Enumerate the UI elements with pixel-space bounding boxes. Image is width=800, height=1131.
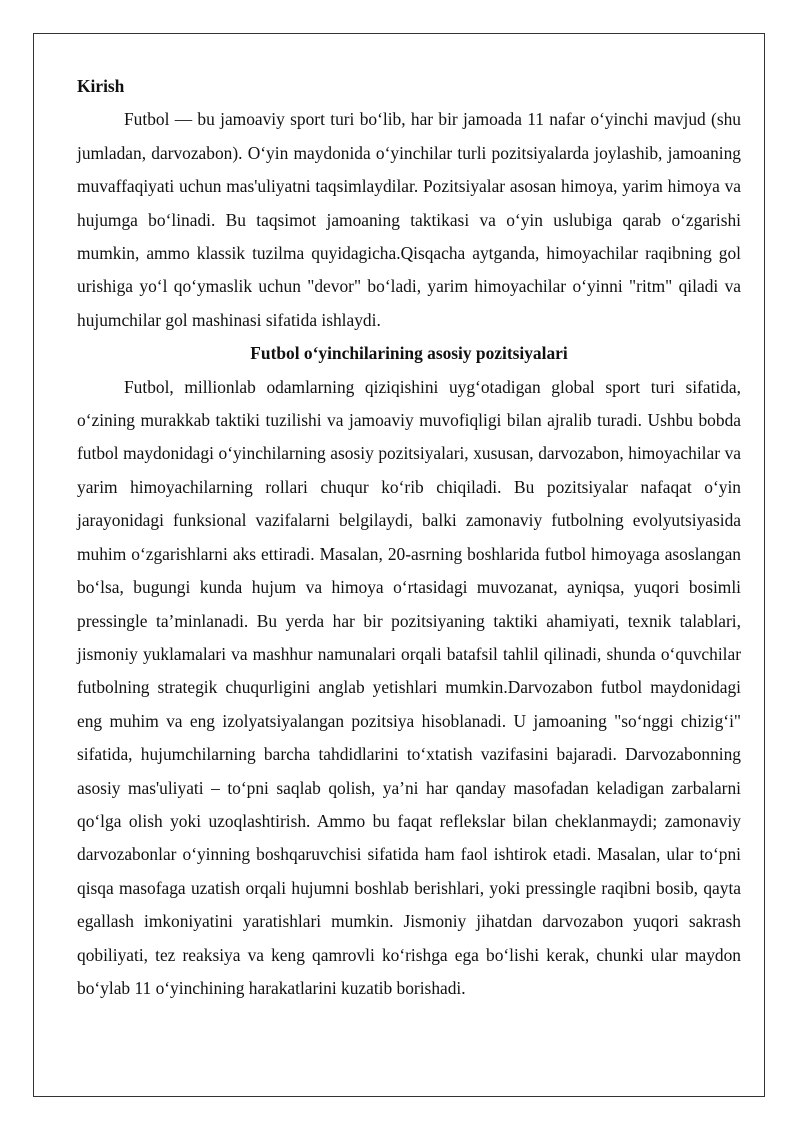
subsection-title: Futbol o‘yinchilarining asosiy pozitsiyalari [250,343,568,364]
section-title: Kirish [77,76,125,96]
document-body [77,70,741,1005]
main-paragraph: Futbol, millionlab odamlarning qiziqishini uyg‘otadigan global sport turi sifatida, o‘zining murakkab taktiki tuzilishi va jamoaviy muvofiqligi bilan ajralib turadi. Ushbu bobda futbol maydonidagi o‘yinchilarning asosiy pozitsiyalari, xususan, darvozabon, himoyachilar va yarim himoyachilarning rollari chuqur ko‘rib chiqiladi. Bu pozitsiyalar nafaqat o‘yin jarayonidagi funksional vazifalarni belgilaydi, balki zamonaviy futbolning evolyutsiyasida muhim o‘zgarishlarni aks ettiradi. Masalan, 20-asrning boshlarida futbol himoyaga asoslangan bo‘lsa, bugungi kunda hujum va himoya o‘rtasidagi muvozanat, ayniqsa, yuqori bosimli pressingle ta’minlanadi. Bu yerda har bir pozitsiyaning taktiki ahamiyati, texnik talablari, jismoniy yuklamalari va mashhur namunalari orqali batafsil tahlil qilinadi, shunda o‘quvchilar futbolning strategik chuqurligini anglab yetishlari mumkin.Darvozabon futbol maydonidagi eng muhim va eng izolyatsiyalangan pozitsiya hisoblanadi. U jamoaning "so‘nggi chizig‘i" sifatida, hujumchilarning barcha tahdidlarini to‘xtatish vazifasini bajaradi. Darvozabonning asosiy mas'uliyati – to‘pni saqlab qolish, ya’ni har qanday masofadan keladigan zarbalarni qo‘lga olish yoki uzoqlashtirish. Ammo bu faqat reflekslar bilan cheklanmaydi; zamonaviy darvozabonlar o‘yinning boshqaruvchisi sifatida ham faol ishtirok etadi. Masalan, ular to‘pni qisqa masofaga uzatish orqali hujumni boshlab berishlari, yoki pressingle raqibni bosib, qayta egallash imkoniyatini yaratishlari mumkin. Jismoniy jihatdan darvozabon yuqori sakrash qobiliyati, tez reaksiya va keng qamrovli ko‘rishga ega bo‘lishi kerak, chunki ular maydon bo‘ylab 11 o‘yinchining harakatlarini kuzatib borishadi. [77,376,741,998]
intro-paragraph: Futbol — bu jamoaviy sport turi bo‘lib, har bir jamoada 11 nafar o‘yinchi mavjud (shu jumladan, darvozabon). O‘yin maydonida o‘yinchilar turli pozitsiyalarda joylashib, jamoaning muvaffaqiyati uchun mas'uliyatni taqsimlaydilar. Pozitsiyalar asosan himoya, yarim himoya va hujumga bo‘linadi. Bu taqsimot jamoaning taktikasi va o‘yin uslubiga qarab o‘zgarishi mumkin, ammo klassik tuzilma quyidagicha.Qisqacha aytganda, himoyachilar raqibning gol urishiga yo‘l qo‘ymaslik uchun "devor" bo‘ladi, yarim himoyachilar o‘yinni "ritm" qiladi va hujumchilar gol mashinasi sifatida ishlaydi. [77,109,741,330]
